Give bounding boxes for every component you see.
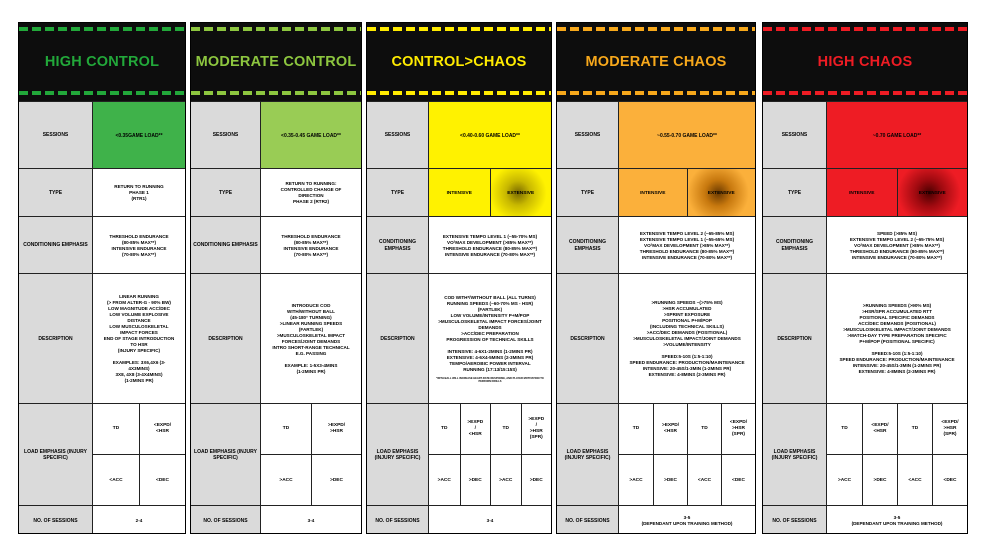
load-emphasis-cell: <EXPD/ <HSR (862, 404, 897, 455)
num-sessions-value: 3-4 (486, 518, 494, 523)
row-conditioning (367, 216, 551, 274)
load-emphasis-cell: >ACC (279, 477, 293, 483)
load-emphasis-cell: <ACC (897, 455, 932, 506)
load-emphasis-cell: >DEC (653, 455, 687, 506)
row-label-type: TYPE (367, 169, 429, 217)
sessions-value: <0.35GAME LOAD** (93, 102, 185, 169)
card-header (367, 23, 551, 101)
row-label-num-sessions: NO. OF SESSIONS (19, 506, 93, 534)
num-sessions-value: 2-4 (135, 518, 143, 523)
conditioning-value: EXTENSIVE TEMPO LEVEL 1 (~55-70% MS) VO²MAX DEVELOPMENT (>85% MAX**) THRESHOLD ENDURANCE (80-85% MAX**) INTENSIVE ENDURANCE (70-80% MAX**) (442, 233, 538, 257)
load-emphasis-cell: >DEC (521, 455, 552, 506)
load-emphasis-cell: >ACC (490, 455, 521, 506)
row-type (19, 168, 185, 217)
type-extensive-cell: EXTENSIVE (490, 169, 552, 217)
row-type (191, 168, 361, 217)
num-sessions-value: 3-5 (DEPENDANT UPON TRAINING METHOD) (641, 515, 733, 526)
load-emphasis-cell: <DEC (721, 455, 755, 506)
row-type (557, 168, 755, 217)
row-description (367, 273, 551, 404)
sessions-value: ~0.55-0.70 GAME LOAD** (619, 102, 755, 169)
row-load (763, 403, 967, 506)
load-emphasis-cell: TD (490, 404, 521, 455)
row-num-sessions (19, 505, 185, 534)
row-load (367, 403, 551, 506)
load-emphasis-cell: <EXPD/ <HSR (139, 404, 185, 455)
row-label-load: LOAD EMPHASIS (INJURY SPECIFIC) (763, 404, 827, 506)
load-emphasis-cell: TD (429, 404, 460, 455)
row-description (19, 273, 185, 404)
load-emphasis-cell: TD (897, 404, 932, 455)
row-label-description: DESCRIPTION (191, 274, 261, 404)
card-title: HIGH CHAOS (817, 54, 913, 70)
load-emphasis-cell: <DEC (139, 455, 185, 506)
header-dash-line-top (557, 27, 755, 31)
load-emphasis-cell: <ACC (109, 477, 123, 483)
row-label-description: DESCRIPTION (557, 274, 619, 404)
row-label-description: DESCRIPTION (763, 274, 827, 404)
card-title: MODERATE CHAOS (585, 54, 727, 70)
load-emphasis-cell: >ACC (437, 477, 451, 483)
type-intensive-cell: INTENSIVE (827, 169, 897, 217)
description-text: >RUNNING SPEEDS (>90% MS) >HSR/SPR ACCUMULATED RTT POSITIONAL SPECIFIC DEMANDS ACC/DEC DEMANDS (POSITIONAL) >MUSCULOSKELETAL IMPACT/JOINT DEMANDS >MATCH-DAY TYPE PREPARATION SPECIFIC P+M/POP (POSITIONAL SPECIFIC) SPEED:5-10S (1:5-1:10) SPEED ENDURANCE: PRODUCTION/MAINTENANCE INTENSIVE: 20-45S/1-3MIN (1-2MINS PR) EXTENSIVE: 4-8MINS (2-3MINS PR) (839, 303, 955, 374)
load-emphasis-cell: >ACC (629, 477, 643, 483)
row-description (557, 273, 755, 404)
type-split (827, 169, 967, 217)
row-num-sessions (557, 505, 755, 534)
conditioning-value: SPEED (>85% MS) EXTENSIVE TEMPO LEVEL 2 (~65-75% MS) VO²MAX DEVELOPMENT (>85% MAX**) THRESHOLD ENDURANCE (80-85% MAX**) INTENSIVE ENDURANCE (70-80% MAX**) (849, 230, 945, 260)
conditioning-value: EXTENSIVE TEMPO LEVEL 2 (~65-85% MS) EXTENSIVE TEMPO LEVEL 1 (~55-65% MS) VO²MAX DEVELOPMENT (>85% MAX**) THRESHOLD ENDURANCE (80-85% MAX**) INTENSIVE ENDURANCE (70-80% MAX**) (639, 230, 735, 260)
row-label-sessions: SESSIONS (191, 102, 261, 169)
load-emphasis-cell: TD (261, 404, 311, 455)
row-label-type: TYPE (763, 169, 827, 217)
load-emphasis-cell: TD (827, 404, 862, 455)
description-value (827, 274, 967, 404)
load-emphasis-grid (619, 404, 755, 506)
phase-card-5 (762, 22, 968, 534)
header-dash-line-bottom (763, 91, 967, 95)
row-load (557, 403, 755, 506)
row-num-sessions (191, 505, 361, 534)
row-description (763, 273, 967, 404)
sessions-value: <0.35-0.45 GAME LOAD** (261, 102, 361, 169)
description-value (93, 274, 185, 404)
load-emphasis-cell: <EXPD/ >HSR (SPR) (721, 404, 755, 455)
row-label-num-sessions: NO. OF SESSIONS (557, 506, 619, 534)
row-type (367, 168, 551, 217)
load-emphasis-grid (261, 404, 361, 506)
row-conditioning (763, 216, 967, 274)
row-sessions (191, 101, 361, 169)
row-sessions (763, 101, 967, 169)
row-conditioning (19, 216, 185, 274)
type-intensive-cell: INTENSIVE (429, 169, 490, 217)
load-emphasis-cell: TD (687, 404, 721, 455)
header-dash-line-top (19, 27, 185, 31)
phase-card-3 (366, 22, 552, 534)
type-split (429, 169, 551, 217)
sessions-value: ~0.70 GAME LOAD** (827, 102, 967, 169)
row-load (191, 403, 361, 506)
row-label-num-sessions: NO. OF SESSIONS (191, 506, 261, 534)
row-load (19, 403, 185, 506)
row-sessions (557, 101, 755, 169)
load-emphasis-cell: TD (619, 404, 653, 455)
sessions-value: <0.40-0.60 GAME LOAD** (429, 102, 551, 169)
row-label-description: DESCRIPTION (367, 274, 429, 404)
num-sessions-value: 3-4 (307, 518, 315, 523)
row-label-type: TYPE (557, 169, 619, 217)
description-value (261, 274, 361, 404)
row-label-conditioning: CONDITIONING EMPHASIS (557, 217, 619, 274)
row-label-num-sessions: NO. OF SESSIONS (367, 506, 429, 534)
description-value (619, 274, 755, 404)
row-label-type: TYPE (19, 169, 93, 217)
type-value: RETURN TO RUNNING PHASE 1 (RTR1) (114, 184, 164, 201)
row-label-sessions: SESSIONS (763, 102, 827, 169)
card-title: MODERATE CONTROL (195, 54, 357, 70)
row-label-conditioning: CONDITIONING EMPHASIS (191, 217, 261, 274)
row-label-type: TYPE (191, 169, 261, 217)
header-dash-line-bottom (19, 91, 185, 95)
load-emphasis-grid (827, 404, 967, 506)
conditioning-value: THRESHOLD ENDURANCE (80-85% MAX**) INTENSIVE ENDURANCE (70-80% MAX**) (281, 233, 341, 257)
card-title: HIGH CONTROL (44, 54, 160, 70)
type-extensive-cell: EXTENSIVE (687, 169, 756, 217)
load-emphasis-cell: >EXPD / >HSR (SPR) (521, 404, 552, 455)
description-text: >RUNNING SPEEDS ~(>75% MS) >HSR ACCUMULATED >SPRINT EXPOSURE POSITIONAL P+M/POP (INCLUDING TECHNICAL SKILLS) >ACC/DEC DEMANDS (POSITIONAL) >MUSCULOSKELETAL IMPACT/JOINT DEMANDS >VOLUME/INTENSITY SPEED:5-10S (1:5-1:10) SPEED ENDURANCE: PRODUCTION/MAINTENANCE INTENSIVE: 20-45S/1-3MIN (1-2MINS PR) EXTENSIVE: 4-8MINS (2-3MINS PR) (629, 300, 745, 377)
row-label-conditioning: CONDITIONING EMPHASIS (763, 217, 827, 274)
description-text: LINEAR RUNNING (> FROM ALTER-G - 90% BW) LOW MAGNITUDE ACC/DEC LOW VOLUME EXPLOSIVE DISTANCE LOW MUSCULOSKELETAL IMPACT FORCES END OF STAGE INTRODUCTION TO HSR (INJURY SPECIFIC) EXAMPLES: 3X6,4X6 (3- 4X3MINS) 3X8, 4X8 (3-4X4MINS) (1-2MINS PR) (103, 294, 175, 383)
header-dash-line-top (367, 27, 551, 31)
type-split (619, 169, 755, 217)
card-header (763, 23, 967, 101)
row-sessions (19, 101, 185, 169)
type-intensive-cell: INTENSIVE (619, 169, 687, 217)
row-sessions (367, 101, 551, 169)
header-dash-line-top (763, 27, 967, 31)
row-label-sessions: SESSIONS (557, 102, 619, 169)
row-label-load: LOAD EMPHASIS (INJURY SPECIFIC) (191, 404, 261, 506)
type-value: RETURN TO RUNNING: CONTROLLED CHANGE OF DIRECTION PHASE 2 (RTR2) (280, 181, 342, 204)
load-emphasis-cell: <DEC (932, 455, 967, 506)
row-conditioning (557, 216, 755, 274)
row-label-sessions: SESSIONS (367, 102, 429, 169)
header-dash-line-bottom (367, 91, 551, 95)
row-label-num-sessions: NO. OF SESSIONS (763, 506, 827, 534)
row-label-load: LOAD EMPHASIS (INJURY SPECIFIC) (19, 404, 93, 506)
header-dash-line-bottom (191, 91, 361, 95)
card-title: CONTROL>CHAOS (391, 54, 527, 70)
load-emphasis-cell: <ACC (687, 455, 721, 506)
load-emphasis-cell: >DEC (460, 455, 491, 506)
load-emphasis-cell: >EXPD/ >HSR (311, 404, 361, 455)
header-dash-line-bottom (557, 91, 755, 95)
type-extensive-cell: EXTENSIVE (897, 169, 968, 217)
row-description (191, 273, 361, 404)
description-text: INTRODUCE COD WITH/WITHOUT BALL (45-180° TURNING) >LINEAR RUNNING SPEEDS (FARTLEK) >MUSCULOSKELETAL IMPACT FORCES/JOINT DEMANDS INTRO SHORT-RANGE TECHNICAL E.G. PASSING EXAMPLE: 1-5X3-4MINS (1-2MINS PR) (272, 303, 350, 374)
row-label-description: DESCRIPTION (19, 274, 93, 404)
card-header (19, 23, 185, 101)
row-label-conditioning: CONDITIONING EMPHASIS (367, 217, 429, 274)
load-emphasis-cell: >ACC (837, 477, 852, 483)
row-label-sessions: SESSIONS (19, 102, 93, 169)
description-text: COD WITH*/WITHOUT BALL (ALL TURNS) RUNNING SPEEDS (~60-70% MS - HSR) (FARTLEK) LOW VOLUME/INTENSITY P+M/POP >MUSCULOSKELETAL IMPACT FORCES/JOINT DEMANDS >ACC/DEC PREPARATION PROGRESSION OF TECHNICAL SKILLS INTENSIVE: 4-6X1-2MINS (1-2MINS PR) EXTENSIVE: 4-6X4-5MINS (2-3MINS PR) TEMPO/AEROBIC POWER INTERVAL RUNNING (17:13/15:15S) (438, 294, 542, 372)
load-emphasis-cell: >DEC (862, 455, 897, 506)
description-value (429, 274, 551, 404)
load-emphasis-cell: >EXPD / <HSR (460, 404, 491, 455)
load-emphasis-cell: >EXPD/ <HSR (653, 404, 687, 455)
row-label-load: LOAD EMPHASIS (INJURY SPECIFIC) (557, 404, 619, 506)
row-num-sessions (367, 505, 551, 534)
load-emphasis-grid (93, 404, 185, 506)
card-header (191, 23, 361, 101)
conditioning-value: THRESHOLD ENDURANCE (80-85% MAX**) INTENSIVE ENDURANCE (70-80% MAX**) (109, 233, 169, 257)
card-header (557, 23, 755, 101)
row-type (763, 168, 967, 217)
row-label-conditioning: CONDITIONING EMPHASIS (19, 217, 93, 274)
row-num-sessions (763, 505, 967, 534)
num-sessions-value: 3-5 (DEPENDANT UPON TRAINING METHOD) (851, 515, 943, 526)
load-emphasis-cell: >DEC (311, 455, 361, 506)
load-emphasis-cell: <EXPD/ >HSR (SPR) (932, 404, 967, 455)
load-emphasis-cell: TD (93, 404, 139, 455)
row-conditioning (191, 216, 361, 274)
phase-card-1 (18, 22, 186, 534)
description-footnote: *WITH BALL WILL INCREASE HEART-RATE RESPONSE, AND PLAYER MOTIVATION TO PERFORM DRILLS (436, 376, 544, 383)
phase-card-2 (190, 22, 362, 534)
row-label-load: LOAD EMPHASIS (INJURY SPECIFIC) (367, 404, 429, 506)
header-dash-line-top (191, 27, 361, 31)
load-emphasis-grid (429, 404, 551, 506)
phase-card-4 (556, 22, 756, 534)
